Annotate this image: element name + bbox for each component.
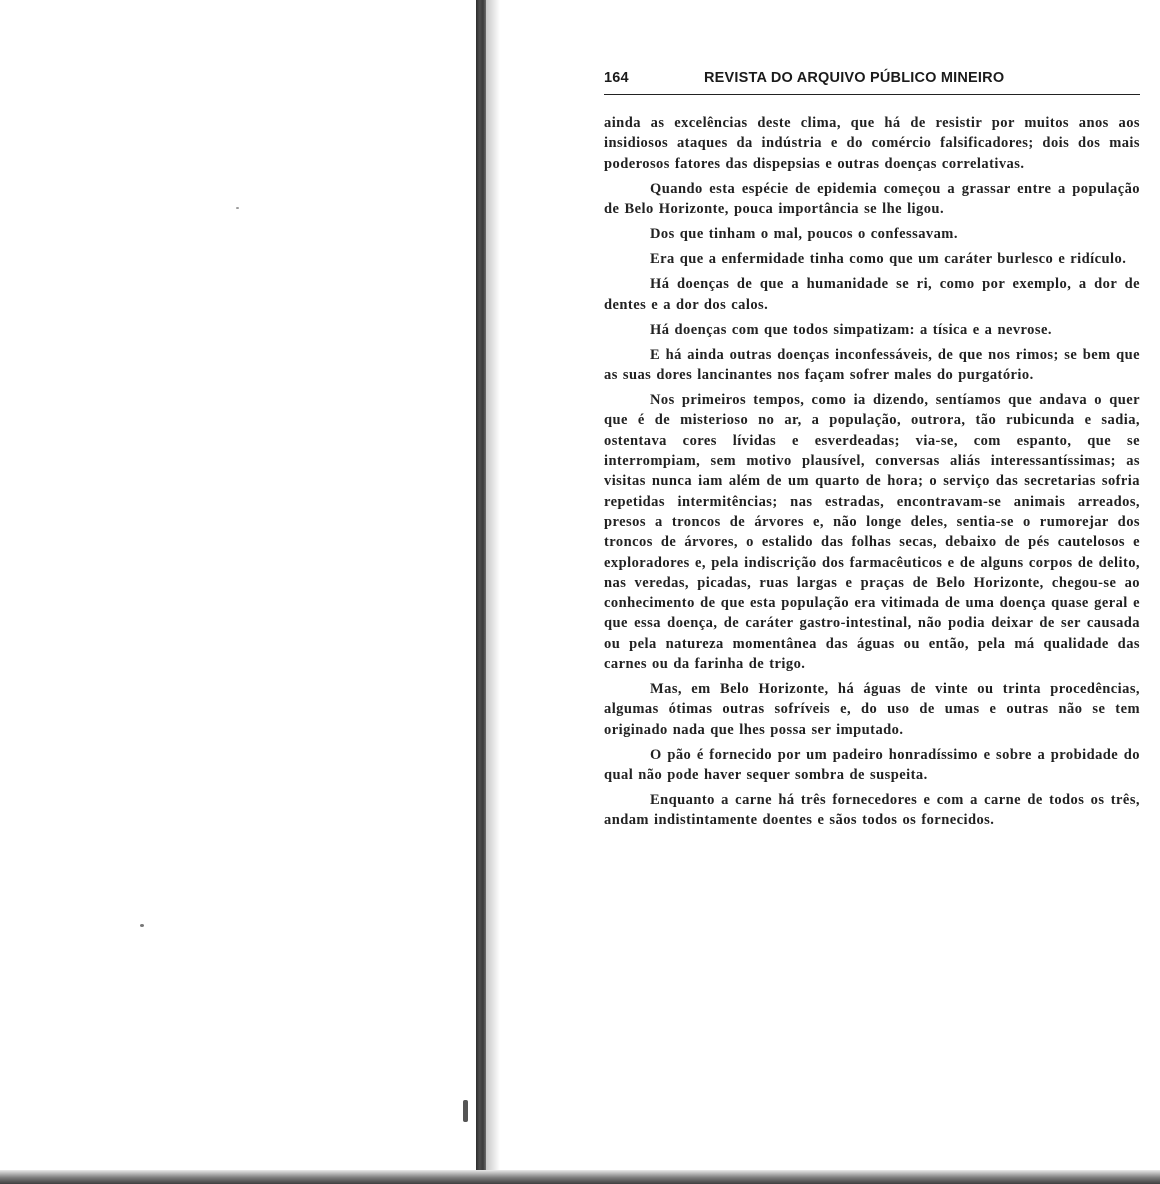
- paragraph: E há ainda outras doenças inconfessáveis, de que nos rimos; se bem que as suas dores lancinantes nos façam sofrer males do purgatório.: [604, 346, 1140, 384]
- running-title: REVISTA DO ARQUIVO PÚBLICO MINEIRO: [704, 70, 1005, 86]
- page-bottom-edge: [0, 1170, 1160, 1184]
- book-spine: [476, 0, 486, 1184]
- paragraph: Há doenças de que a humanidade se ri, como por exemplo, a dor de dentes e a dor dos calos.: [604, 276, 1140, 313]
- running-head: [604, 70, 1140, 95]
- body-text: [604, 113, 1140, 831]
- paragraph: Mas, em Belo Horizonte, há águas de vinte ou trinta procedências, algumas ótimas outras sofríveis e, do uso de umas e outras não se tem originado nada que lhes possa ser imputado.: [604, 681, 1140, 738]
- paragraph: Enquanto a carne há três fornecedores e com a carne de todos os três, andam indistintamente doentes e sãos todos os fornecidos.: [604, 792, 1140, 829]
- paragraph: Nos primeiros tempos, como ia dizendo, sentíamos que andava o quer que é de misterioso no ar, a população, outrora, tão rubicunda e sadia, ostentava cores lívidas e esverdeadas; via-se, com espanto, que se interrompiam, sem motivo plausível, conversas aliás interessantíssimas; as visitas nunca iam além de um quarto de hora; o serviço das secretarias sofria repetidas intermitências; nas estradas, encontravam-se animais arreados, presos a troncos de árvores e, não longe deles, sentia-se o rumorejar dos troncos de árvores, o estalido das folhas secas, debaixo de pés cautelosos e exploradores e, pela indiscrição dos farmacêuticos e de alguns corpos de delito, nas veredas, picadas, ruas largas e praças de Belo Horizonte, chegou-se ao conhecimento de que esta população era vitimada de uma doença quase geral e que essa doença, de caráter gastro-intestinal, não podia deixar de ser causada ou pela natureza momentânea das águas ou então, pela má qualidade das carnes ou da farinha de trigo.: [604, 392, 1140, 672]
- paragraph: O pão é fornecido por um padeiro honradíssimo e sobre a probidade do qual não pode haver sequer sombra de suspeita.: [604, 746, 1140, 784]
- paragraph: Dos que tinham o mal, poucos o confessavam.: [650, 226, 958, 243]
- page-number: 164: [604, 70, 629, 86]
- right-page: [604, 70, 1140, 836]
- left-blank-page: [0, 0, 476, 1184]
- paragraph: Era que a enfermidade tinha como que um caráter burlesco e ridículo.: [650, 251, 1127, 268]
- scan-speck: [236, 207, 239, 209]
- paragraph: ainda as excelências deste clima, que há de resistir por muitos anos aos insidiosos ataques da indústria e do comércio falsificadores; dois dos mais poderosos fatores das dispepsias e outras doenças correlativas.: [604, 115, 1140, 172]
- scan-speck: [140, 924, 144, 927]
- paragraph: Há doenças com que todos simpatizam: a tísica e a nevrose.: [650, 321, 1052, 338]
- spine-shadow: [486, 0, 500, 1184]
- spine-notch: [463, 1100, 468, 1122]
- paragraph: Quando esta espécie de epidemia começou a grassar entre a população de Belo Horizonte, pouca importância se lhe ligou.: [604, 180, 1140, 217]
